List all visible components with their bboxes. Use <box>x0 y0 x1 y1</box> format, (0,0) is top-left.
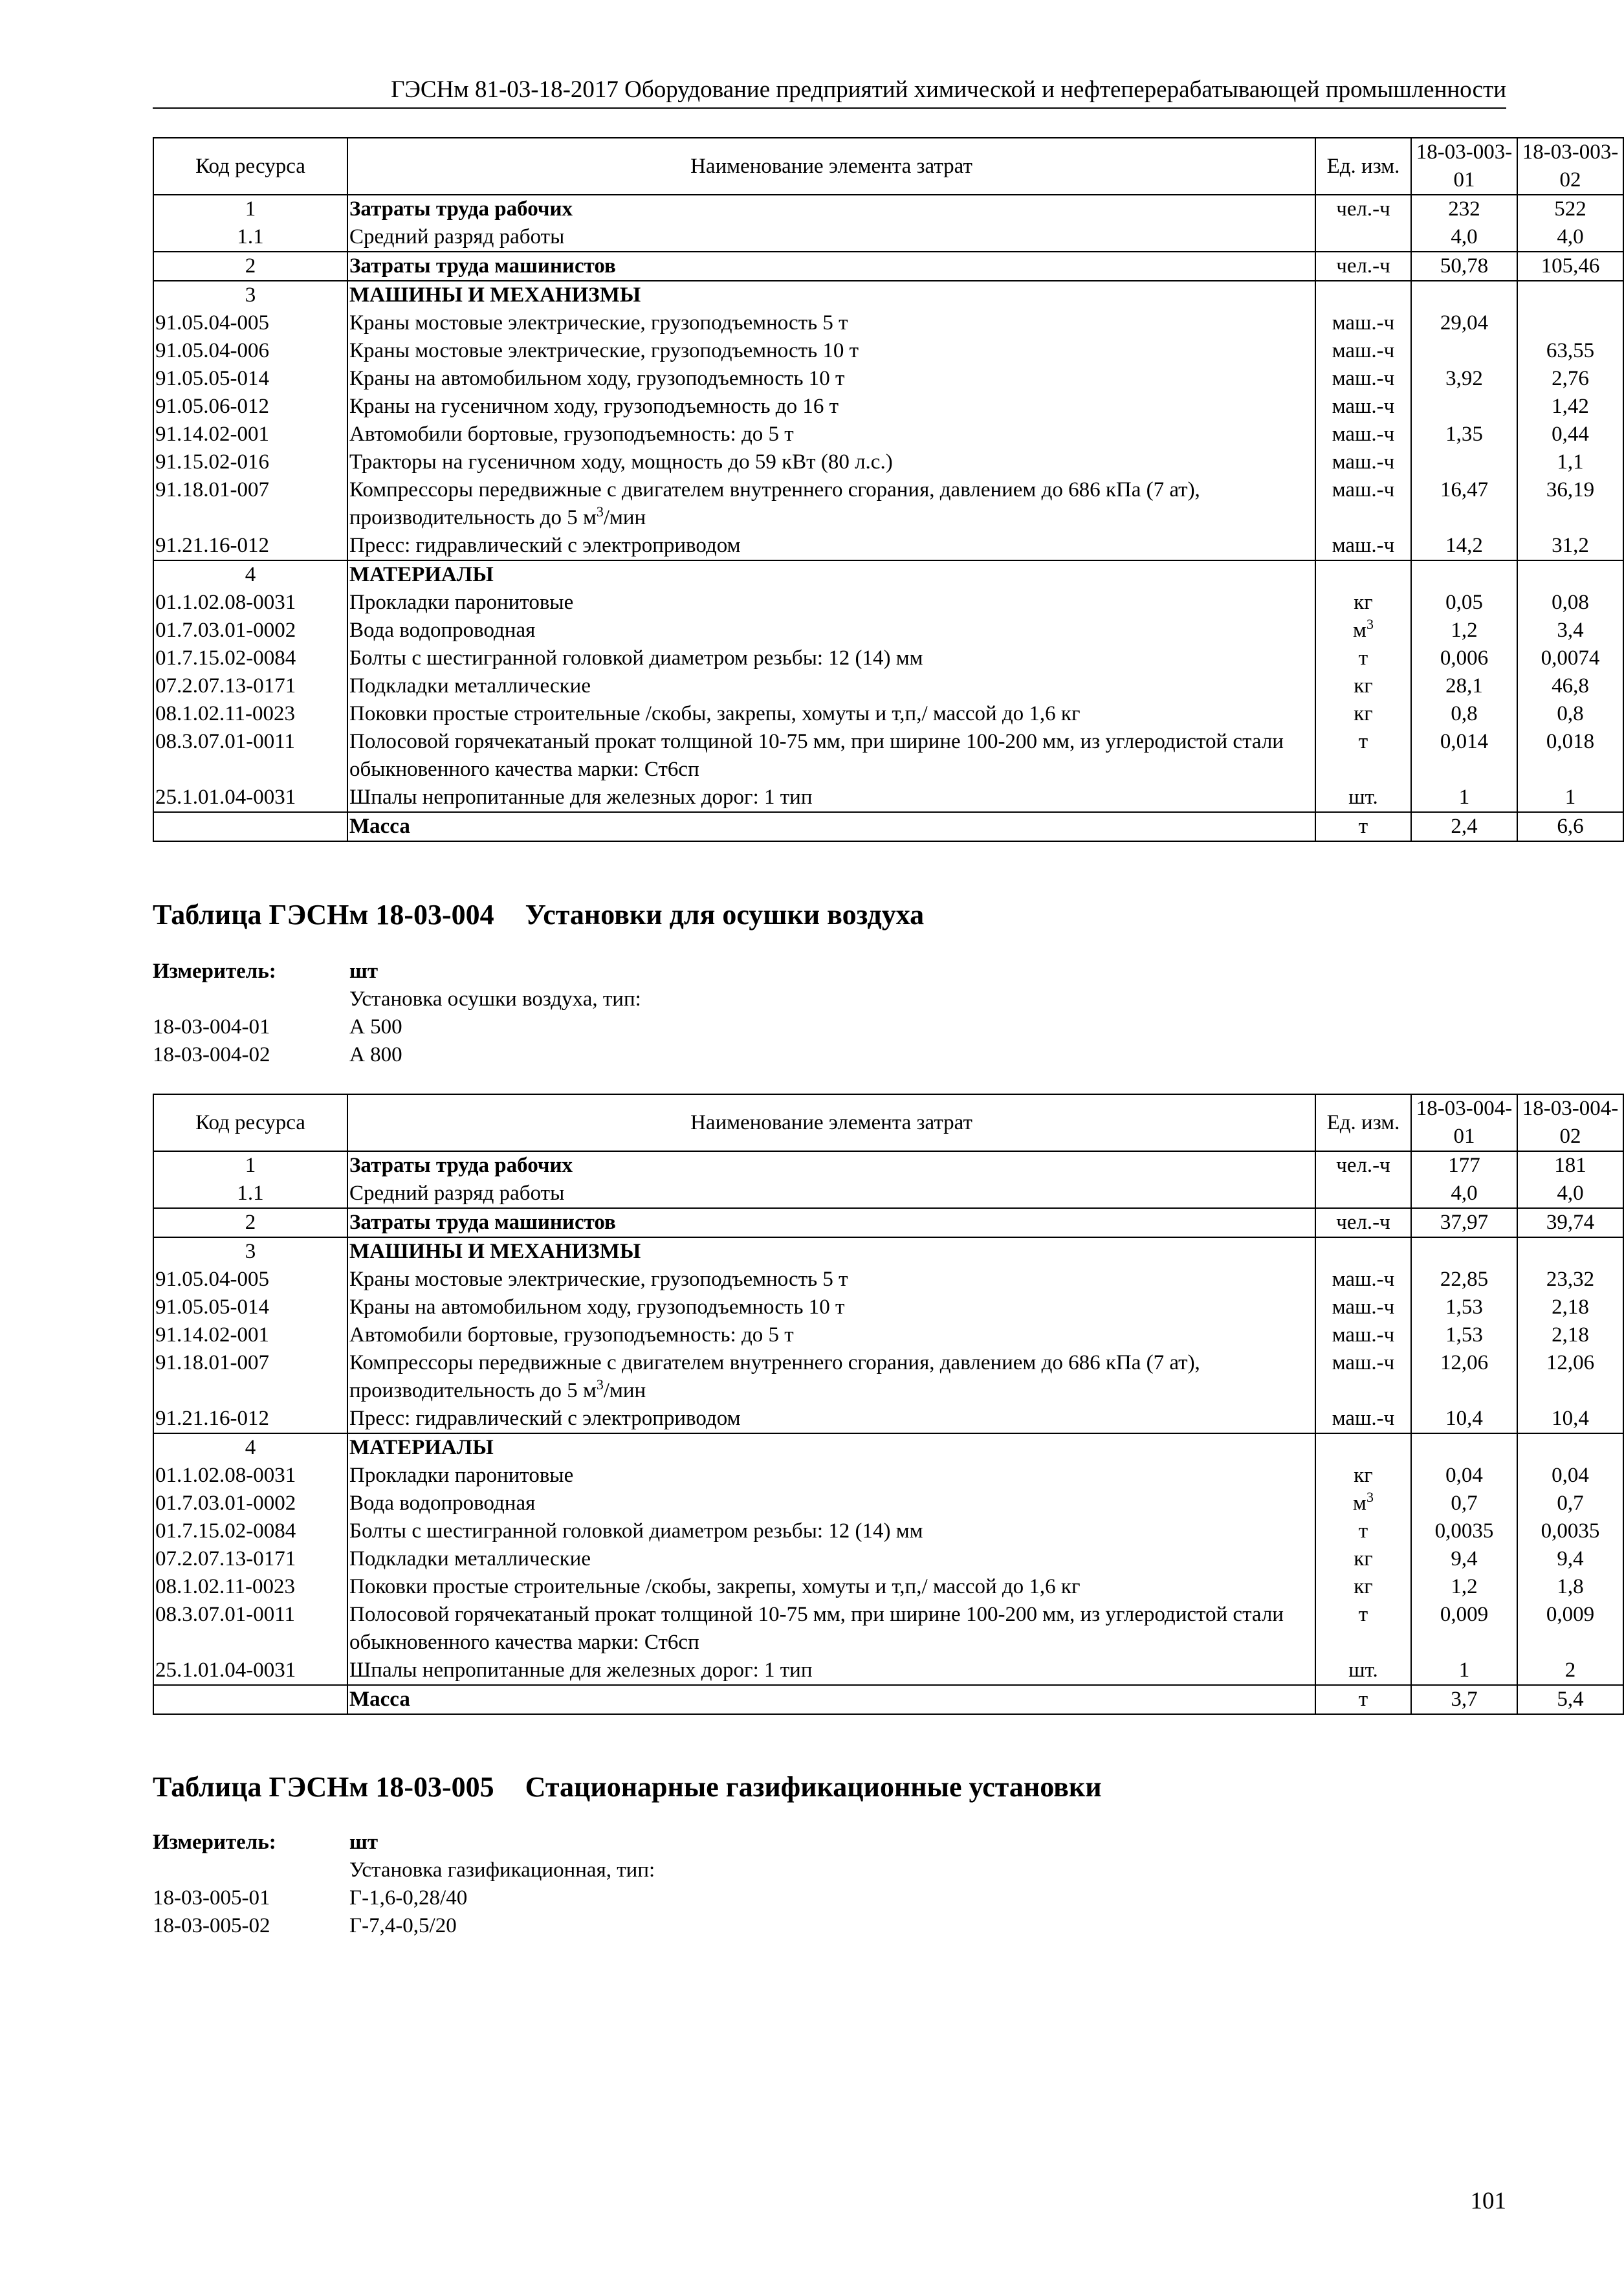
value-a: 12,06 <box>1411 1349 1517 1405</box>
meter-unit: шт <box>349 960 379 983</box>
resource-name: Автомобили бортовые, грузоподъемность: до 5 т <box>347 1321 1315 1349</box>
resource-name: Шпалы непропитанные для железных дорог: 1 тип <box>347 784 1315 812</box>
unit: $м^3$ <box>1315 1490 1411 1517</box>
value-b <box>1517 281 1623 309</box>
table-row <box>153 700 1623 728</box>
value-b: 9,4 <box>1517 1545 1623 1573</box>
resource-code: 01.7.03.01-0002 <box>153 617 347 645</box>
resource-name: Масса <box>347 812 1315 841</box>
col-header-code: Код ресурса <box>153 1094 347 1151</box>
value-b: 63,55 <box>1517 337 1623 365</box>
value-b: 31,2 <box>1517 532 1623 560</box>
table-row <box>153 1266 1623 1294</box>
resource-name: Затраты труда рабочих <box>347 1151 1315 1180</box>
value-b: 1,8 <box>1517 1573 1623 1601</box>
table-row <box>153 645 1623 672</box>
unit: т <box>1315 1685 1411 1714</box>
value-b: 2,18 <box>1517 1294 1623 1321</box>
resource-name: Краны на автомобильном ходу, грузоподъемность 10 т <box>347 1294 1315 1321</box>
value-b: 4,0 <box>1517 223 1623 252</box>
unit: чел.-ч <box>1315 252 1411 281</box>
col-header-b: 18-03-003-02 <box>1517 138 1623 195</box>
value-a <box>1411 1433 1517 1462</box>
value-b: 46,8 <box>1517 672 1623 700</box>
value-b: 2,76 <box>1517 365 1623 393</box>
resource-name: Полосовой горячекатаный прокат толщиной 10-75 мм, при ширине 100-200 мм, из углеродистой стали обыкновенного качества марки: Ст6сп <box>347 728 1315 784</box>
resource-name: Тракторы на гусеничном ходу, мощность до 59 кВт (80 л.с.) <box>347 448 1315 476</box>
resource-code: 91.05.05-014 <box>153 365 347 393</box>
value-a: 4,0 <box>1411 1180 1517 1208</box>
resource-code: 91.15.02-016 <box>153 448 347 476</box>
value-a: 1,2 <box>1411 617 1517 645</box>
value-a: 29,04 <box>1411 309 1517 337</box>
section-row <box>153 281 1623 309</box>
item-name: А 800 <box>349 1043 402 1066</box>
resource-code: 91.18.01-007 <box>153 476 347 532</box>
resource-name: Болты с шестигранной головкой диаметром резьбы: 12 (14) мм <box>347 645 1315 672</box>
resource-name: Прокладки паронитовые <box>347 589 1315 617</box>
value-b: 2,18 <box>1517 1321 1623 1349</box>
value-a <box>1411 393 1517 421</box>
table-row <box>153 1573 1623 1601</box>
table-row <box>153 1180 1623 1208</box>
col-header-unit: Ед. изм. <box>1315 1094 1411 1151</box>
table-row <box>153 337 1623 365</box>
value-b: 0,04 <box>1517 1462 1623 1490</box>
col-header-name: Наименование элемента затрат <box>347 138 1315 195</box>
resource-name: Краны на гусеничном ходу, грузоподъемность до 16 т <box>347 393 1315 421</box>
value-a: 28,1 <box>1411 672 1517 700</box>
resource-name: Подкладки металлические <box>347 1545 1315 1573</box>
unit: кг <box>1315 700 1411 728</box>
value-b: 0,08 <box>1517 589 1623 617</box>
resource-name: Пресс: гидравлический с электроприводом <box>347 1405 1315 1433</box>
resource-name: МАШИНЫ И МЕХАНИЗМЫ <box>347 1237 1315 1266</box>
resource-code: 25.1.01.04-0031 <box>153 1657 347 1685</box>
table-row <box>153 1601 1623 1657</box>
value-b: 522 <box>1517 195 1623 223</box>
resource-table-18-03-003 <box>153 137 1624 842</box>
unit: маш.-ч <box>1315 1321 1411 1349</box>
value-b: 181 <box>1517 1151 1623 1180</box>
unit: кг <box>1315 1545 1411 1573</box>
resource-name: Прокладки паронитовые <box>347 1462 1315 1490</box>
table-row <box>153 1294 1623 1321</box>
resource-code: 91.05.04-006 <box>153 337 347 365</box>
unit: т <box>1315 812 1411 841</box>
resource-code: 01.1.02.08-0031 <box>153 589 347 617</box>
value-b: 0,0035 <box>1517 1517 1623 1545</box>
meter-unit: шт <box>349 1831 379 1854</box>
value-b <box>1517 560 1623 589</box>
resource-name: МАТЕРИАЛЫ <box>347 1433 1315 1462</box>
table-row <box>153 223 1623 252</box>
value-a <box>1411 281 1517 309</box>
value-b: 1,42 <box>1517 393 1623 421</box>
item-code: 18-03-004-02 <box>153 1043 270 1066</box>
resource-code: 2 <box>153 252 347 281</box>
table-row <box>153 728 1623 784</box>
table-row <box>153 1490 1623 1517</box>
resource-name: Компрессоры передвижные с двигателем внутреннего сгорания, давлением до 686 кПа (7 ат), производительность до 5 $м^3$/мин <box>347 1349 1315 1405</box>
resource-name: Полосовой горячекатаный прокат толщиной 10-75 мм, при ширине 100-200 мм, из углеродистой стали обыкновенного качества марки: Ст6сп <box>347 1601 1315 1657</box>
value-b: 3,4 <box>1517 617 1623 645</box>
unit: шт. <box>1315 1657 1411 1685</box>
unit: чел.-ч <box>1315 195 1411 223</box>
unit <box>1315 1180 1411 1208</box>
table-row <box>153 1462 1623 1490</box>
table-row <box>153 365 1623 393</box>
meter-description: Установка осушки воздуха, тип: <box>349 987 641 1011</box>
unit: маш.-ч <box>1315 1266 1411 1294</box>
resource-code: 91.05.06-012 <box>153 393 347 421</box>
meter-block-18-03-005 <box>153 1829 655 1940</box>
table-row <box>153 1349 1623 1405</box>
resource-name: Средний разряд работы <box>347 223 1315 252</box>
value-b <box>1517 309 1623 337</box>
resource-code <box>153 812 347 841</box>
resource-code: 08.1.02.11-0023 <box>153 1573 347 1601</box>
resource-name: Масса <box>347 1685 1315 1714</box>
item-code: 18-03-004-01 <box>153 1015 270 1039</box>
value-a: 3,7 <box>1411 1685 1517 1714</box>
resource-name: Краны на автомобильном ходу, грузоподъемность 10 т <box>347 365 1315 393</box>
value-b <box>1517 1433 1623 1462</box>
resource-name: Автомобили бортовые, грузоподъемность: до 5 т <box>347 421 1315 448</box>
value-a: 0,8 <box>1411 700 1517 728</box>
resource-code: 3 <box>153 281 347 309</box>
value-a: 0,05 <box>1411 589 1517 617</box>
resource-code: 08.3.07.01-0011 <box>153 1601 347 1657</box>
value-b: 5,4 <box>1517 1685 1623 1714</box>
section-row <box>153 1208 1623 1237</box>
value-a: 0,009 <box>1411 1601 1517 1657</box>
resource-code: 4 <box>153 1433 347 1462</box>
table-row <box>153 1657 1623 1685</box>
table-row <box>153 1321 1623 1349</box>
value-a <box>1411 1237 1517 1266</box>
value-b: 36,19 <box>1517 476 1623 532</box>
item-name: А 500 <box>349 1015 402 1039</box>
table-row <box>153 476 1623 532</box>
resource-name: МАТЕРИАЛЫ <box>347 560 1315 589</box>
resource-code: 91.05.04-005 <box>153 1266 347 1294</box>
resource-code: 01.7.15.02-0084 <box>153 1517 347 1545</box>
value-a: 1 <box>1411 784 1517 812</box>
unit: чел.-ч <box>1315 1208 1411 1237</box>
table-row <box>153 1517 1623 1545</box>
unit: чел.-ч <box>1315 1151 1411 1180</box>
value-b: 105,46 <box>1517 252 1623 281</box>
section-row <box>153 195 1623 223</box>
table-row <box>153 589 1623 617</box>
unit: маш.-ч <box>1315 365 1411 393</box>
resource-code: 07.2.07.13-0171 <box>153 672 347 700</box>
col-header-a: 18-03-004-01 <box>1411 1094 1517 1151</box>
value-a: 50,78 <box>1411 252 1517 281</box>
value-a: 9,4 <box>1411 1545 1517 1573</box>
resource-code: 08.1.02.11-0023 <box>153 700 347 728</box>
col-header-name: Наименование элемента затрат <box>347 1094 1315 1151</box>
resource-code: 3 <box>153 1237 347 1266</box>
mass-row <box>153 1685 1623 1714</box>
value-a: 4,0 <box>1411 223 1517 252</box>
unit: маш.-ч <box>1315 1294 1411 1321</box>
section-row <box>153 1237 1623 1266</box>
unit: кг <box>1315 672 1411 700</box>
meter-block-18-03-004 <box>153 958 641 1069</box>
unit: маш.-ч <box>1315 421 1411 448</box>
value-a: 1 <box>1411 1657 1517 1685</box>
meter-label: Измеритель: <box>153 1831 276 1854</box>
value-b: 0,44 <box>1517 421 1623 448</box>
table-row <box>153 532 1623 560</box>
col-header-unit: Ед. изм. <box>1315 138 1411 195</box>
resource-name: Затраты труда машинистов <box>347 1208 1315 1237</box>
page-number: 101 <box>1470 2188 1506 2214</box>
table-row <box>153 1545 1623 1573</box>
unit: маш.-ч <box>1315 309 1411 337</box>
unit <box>1315 560 1411 589</box>
unit <box>1315 281 1411 309</box>
table-row <box>153 617 1623 645</box>
table-title-18-03-005 <box>153 1769 1102 1805</box>
value-a: 37,97 <box>1411 1208 1517 1237</box>
running-header: ГЭСНм 81-03-18-2017 Оборудование предприятий химической и нефтеперерабатывающей промышленности <box>153 74 1506 109</box>
table-row <box>153 393 1623 421</box>
value-b: 4,0 <box>1517 1180 1623 1208</box>
unit <box>1315 1433 1411 1462</box>
resource-name: Вода водопроводная <box>347 1490 1315 1517</box>
col-header-code: Код ресурса <box>153 138 347 195</box>
value-a: 232 <box>1411 195 1517 223</box>
table-row <box>153 672 1623 700</box>
value-b: 2 <box>1517 1657 1623 1685</box>
resource-code: 07.2.07.13-0171 <box>153 1545 347 1573</box>
item-name: Г-7,4-0,5/20 <box>349 1914 457 1937</box>
section-row <box>153 560 1623 589</box>
value-b: 0,0074 <box>1517 645 1623 672</box>
table-row <box>153 421 1623 448</box>
section-row <box>153 252 1623 281</box>
resource-code: 01.7.15.02-0084 <box>153 645 347 672</box>
table-title-name: Установки для осушки воздуха <box>525 899 925 931</box>
unit: маш.-ч <box>1315 1405 1411 1433</box>
resource-code: 1 <box>153 195 347 223</box>
resource-code <box>153 1685 347 1714</box>
value-a: 0,014 <box>1411 728 1517 784</box>
value-a: 3,92 <box>1411 365 1517 393</box>
resource-name: Краны мостовые электрические, грузоподъемность 10 т <box>347 337 1315 365</box>
resource-code: 91.18.01-007 <box>153 1349 347 1405</box>
table-row <box>153 1405 1623 1433</box>
unit <box>1315 223 1411 252</box>
resource-code: 91.05.04-005 <box>153 309 347 337</box>
resource-name: Подкладки металлические <box>347 672 1315 700</box>
value-a: 22,85 <box>1411 1266 1517 1294</box>
resource-code: 91.14.02-001 <box>153 1321 347 1349</box>
unit <box>1315 1237 1411 1266</box>
value-b: 0,009 <box>1517 1601 1623 1657</box>
value-a: 177 <box>1411 1151 1517 1180</box>
unit: кг <box>1315 589 1411 617</box>
resource-name: Вода водопроводная <box>347 617 1315 645</box>
value-b: 39,74 <box>1517 1208 1623 1237</box>
resource-name: Пресс: гидравлический с электроприводом <box>347 532 1315 560</box>
resource-name: Болты с шестигранной головкой диаметром резьбы: 12 (14) мм <box>347 1517 1315 1545</box>
value-a: 0,0035 <box>1411 1517 1517 1545</box>
value-a: 1,53 <box>1411 1294 1517 1321</box>
resource-code: 4 <box>153 560 347 589</box>
unit: маш.-ч <box>1315 1349 1411 1405</box>
meter-description: Установка газификационная, тип: <box>349 1858 655 1882</box>
value-b: 12,06 <box>1517 1349 1623 1405</box>
table-title-18-03-004 <box>153 897 924 933</box>
table-row <box>153 309 1623 337</box>
value-a <box>1411 448 1517 476</box>
value-a <box>1411 337 1517 365</box>
value-a: 1,53 <box>1411 1321 1517 1349</box>
value-a: 1,2 <box>1411 1573 1517 1601</box>
value-a: 2,4 <box>1411 812 1517 841</box>
unit: маш.-ч <box>1315 448 1411 476</box>
resource-code: 2 <box>153 1208 347 1237</box>
resource-name: Краны мостовые электрические, грузоподъемность 5 т <box>347 309 1315 337</box>
value-b: 1,1 <box>1517 448 1623 476</box>
unit: маш.-ч <box>1315 393 1411 421</box>
resource-code: 91.05.05-014 <box>153 1294 347 1321</box>
resource-name: Краны мостовые электрические, грузоподъемность 5 т <box>347 1266 1315 1294</box>
resource-code: 25.1.01.04-0031 <box>153 784 347 812</box>
section-row <box>153 1151 1623 1180</box>
resource-code: 1 <box>153 1151 347 1180</box>
unit: кг <box>1315 1573 1411 1601</box>
value-a: 10,4 <box>1411 1405 1517 1433</box>
resource-name: Затраты труда машинистов <box>347 252 1315 281</box>
col-header-b: 18-03-004-02 <box>1517 1094 1623 1151</box>
value-b: 10,4 <box>1517 1405 1623 1433</box>
mass-row <box>153 812 1623 841</box>
meter-label: Измеритель: <box>153 960 276 983</box>
resource-name: Поковки простые строительные /скобы, закрепы, хомуты и т,п,/ массой до 1,6 кг <box>347 700 1315 728</box>
unit: кг <box>1315 1462 1411 1490</box>
resource-code: 01.7.03.01-0002 <box>153 1490 347 1517</box>
unit: маш.-ч <box>1315 532 1411 560</box>
value-a: 0,04 <box>1411 1462 1517 1490</box>
value-a <box>1411 560 1517 589</box>
table-title-code: Таблица ГЭСНм 18-03-005 <box>153 1771 494 1803</box>
resource-name: Шпалы непропитанные для железных дорог: 1 тип <box>347 1657 1315 1685</box>
table-title-name: Стационарные газификационные установки <box>525 1771 1102 1803</box>
resource-code: 91.14.02-001 <box>153 421 347 448</box>
resource-code: 91.21.16-012 <box>153 532 347 560</box>
value-a: 0,006 <box>1411 645 1517 672</box>
section-row <box>153 1433 1623 1462</box>
item-code: 18-03-005-02 <box>153 1914 270 1937</box>
resource-table-18-03-004 <box>153 1094 1624 1715</box>
table-title-code: Таблица ГЭСНм 18-03-004 <box>153 899 494 931</box>
resource-code: 91.21.16-012 <box>153 1405 347 1433</box>
unit: шт. <box>1315 784 1411 812</box>
unit: т <box>1315 1517 1411 1545</box>
resource-code: 01.1.02.08-0031 <box>153 1462 347 1490</box>
value-a: 1,35 <box>1411 421 1517 448</box>
table-row <box>153 784 1623 812</box>
unit: т <box>1315 728 1411 784</box>
value-b: 0,018 <box>1517 728 1623 784</box>
value-b: 23,32 <box>1517 1266 1623 1294</box>
value-b: 1 <box>1517 784 1623 812</box>
resource-code: 08.3.07.01-0011 <box>153 728 347 784</box>
value-a: 0,7 <box>1411 1490 1517 1517</box>
item-code: 18-03-005-01 <box>153 1886 270 1910</box>
resource-code: 1.1 <box>153 223 347 252</box>
value-b <box>1517 1237 1623 1266</box>
value-a: 14,2 <box>1411 532 1517 560</box>
unit: маш.-ч <box>1315 337 1411 365</box>
unit: маш.-ч <box>1315 476 1411 532</box>
resource-name: Поковки простые строительные /скобы, закрепы, хомуты и т,п,/ массой до 1,6 кг <box>347 1573 1315 1601</box>
unit: $м^3$ <box>1315 617 1411 645</box>
resource-name: Компрессоры передвижные с двигателем внутреннего сгорания, давлением до 686 кПа (7 ат), производительность до 5 $м^3$/мин <box>347 476 1315 532</box>
table-row <box>153 448 1623 476</box>
unit: т <box>1315 1601 1411 1657</box>
value-b: 0,7 <box>1517 1490 1623 1517</box>
col-header-a: 18-03-003-01 <box>1411 138 1517 195</box>
resource-code: 1.1 <box>153 1180 347 1208</box>
item-name: Г-1,6-0,28/40 <box>349 1886 468 1910</box>
value-b: 0,8 <box>1517 700 1623 728</box>
resource-name: Средний разряд работы <box>347 1180 1315 1208</box>
unit: т <box>1315 645 1411 672</box>
value-b: 6,6 <box>1517 812 1623 841</box>
resource-name: Затраты труда рабочих <box>347 195 1315 223</box>
value-a: 16,47 <box>1411 476 1517 532</box>
resource-name: МАШИНЫ И МЕХАНИЗМЫ <box>347 281 1315 309</box>
